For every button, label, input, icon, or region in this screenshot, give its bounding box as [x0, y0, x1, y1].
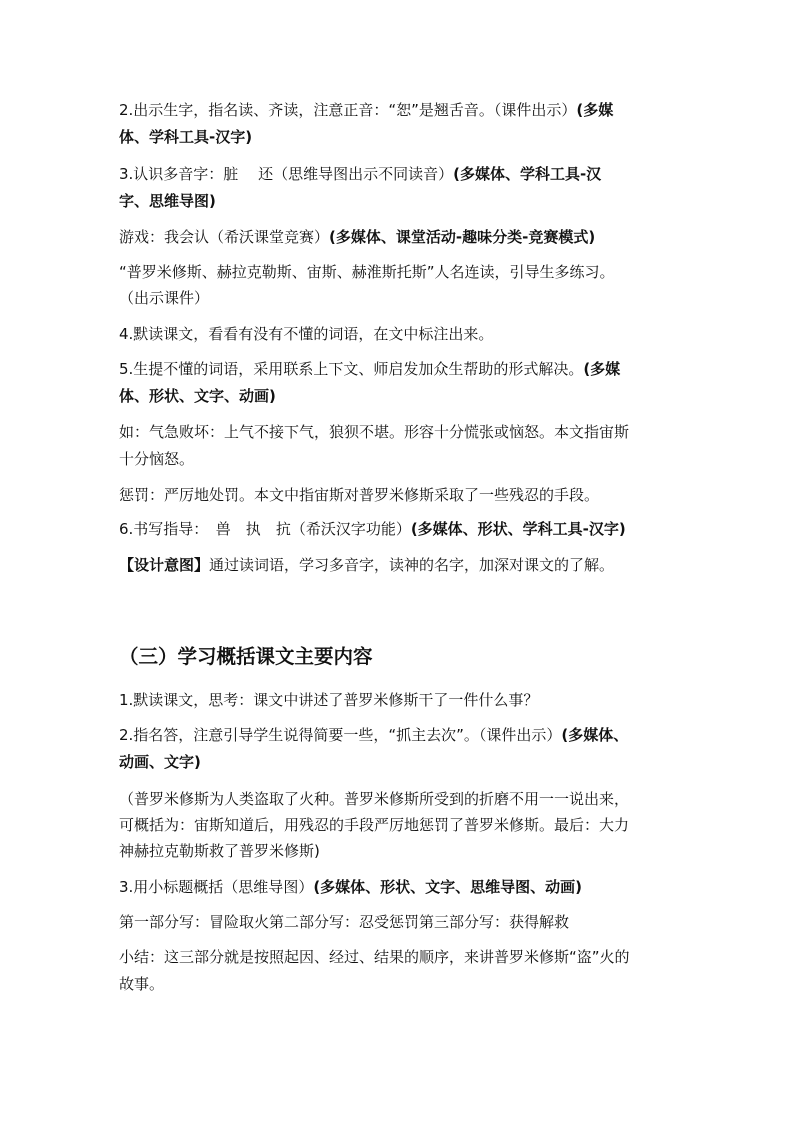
- paragraph-text: 2.出示生字，指名读、齐读，注意正音：“恕”是翘舌音。（课件出示）: [119, 101, 577, 119]
- paragraph-conclusion: 小结：这三部分就是按照起因、经过、结果的顺序，来讲普罗米修斯“盗”火的: [119, 948, 630, 966]
- paragraph-silent-reading: 4.默读课文，看看有没有不懂的词语，在文中标注出来。: [119, 325, 494, 343]
- section-heading: （三）学习概括课文主要内容: [119, 645, 373, 668]
- media-tag: (多媒体、学科工具-汉: [453, 165, 602, 183]
- paragraph-game: [119, 227, 679, 247]
- paragraph-text: 通过读词语，学习多音字，读神的名字，加深对课文的了解。: [209, 556, 615, 574]
- paragraph-conclusion-cont: 故事。: [119, 975, 165, 993]
- media-tag: (多媒体、课堂活动-趣味分类-竞赛模式): [329, 228, 596, 246]
- paragraph-subtitles: [119, 877, 679, 897]
- paragraph-parts: 第一部分写：冒险取火第二部分写：忍受惩罚第三部分写：获得解救: [119, 913, 570, 931]
- paragraph-text: 3.用小标题概括（思维导图）: [119, 878, 314, 896]
- media-tag-continued: 动画、文字): [119, 753, 201, 771]
- paragraph-summary-example-cont: 神赫拉克勒斯救了普罗米修斯): [119, 842, 320, 860]
- paragraph-text: 2.指名答，注意引导学生说得简要一些，“抓主去次”。（课件出示）: [119, 726, 562, 744]
- paragraph-text: 6.书写指导： 兽 执 抗（希沃汉字功能）: [119, 520, 411, 538]
- paragraph-text: 5.生提不懂的词语，采用联系上下文、师启发加众生帮助的形式解决。: [119, 360, 584, 378]
- paragraph-name-reading-cont: （出示课件）: [119, 289, 210, 307]
- paragraph-summary-example-cont: 可概括为：宙斯知道后，用残忍的手段严厉地惩罚了普罗米修斯。最后：大力: [119, 816, 630, 834]
- media-tag: (多媒: [583, 360, 621, 378]
- media-tag: (多媒体、形状、学科工具-汉字): [410, 520, 626, 538]
- paragraph-writing-guide: [119, 519, 679, 539]
- media-tag-continued: 体、形状、文字、动画): [119, 387, 276, 405]
- media-tag: (多媒体、形状、文字、思维导图、动画): [313, 878, 583, 896]
- media-tag: (多媒: [576, 101, 614, 119]
- paragraph-vocabulary: [119, 359, 679, 379]
- paragraph-design-intent: [119, 555, 679, 575]
- paragraph-text: 游戏：我会认（希沃课堂竞赛）: [119, 228, 330, 246]
- paragraph-punishment: 惩罚：严厉地处罚。本文中指宙斯对普罗米修斯采取了一些残忍的手段。: [119, 486, 600, 504]
- media-tag-continued: 体、学科工具-汉字): [119, 128, 253, 146]
- paragraph-think: 1.默读课文，思考：课文中讲述了普罗米修斯干了一件什么事？: [119, 691, 539, 709]
- paragraph-example-cont: 十分恼怒。: [119, 450, 195, 468]
- paragraph-show-characters: [119, 100, 679, 120]
- media-tag: (多媒体、: [561, 726, 629, 744]
- media-tag-continued: 字、思维导图): [119, 192, 216, 210]
- paragraph-summary-example: （普罗米修斯为人类盗取了火种。普罗米修斯所受到的折磨不用一一说出来，: [119, 790, 630, 808]
- paragraph-answer: [119, 725, 679, 745]
- design-intent-label: 【设计意图】: [119, 556, 210, 574]
- paragraph-example: 如：气急败坏：上气不接下气，狼狈不堪。形容十分慌张或恼怒。本文指宙斯: [119, 423, 630, 441]
- paragraph-text: 3.认识多音字：脏 还（思维导图出示不同读音）: [119, 165, 454, 183]
- paragraph-name-reading: “普罗米修斯、赫拉克勒斯、宙斯、赫淮斯托斯”人名连读，引导生多练习。: [119, 263, 615, 281]
- paragraph-polyphonic: [119, 164, 679, 184]
